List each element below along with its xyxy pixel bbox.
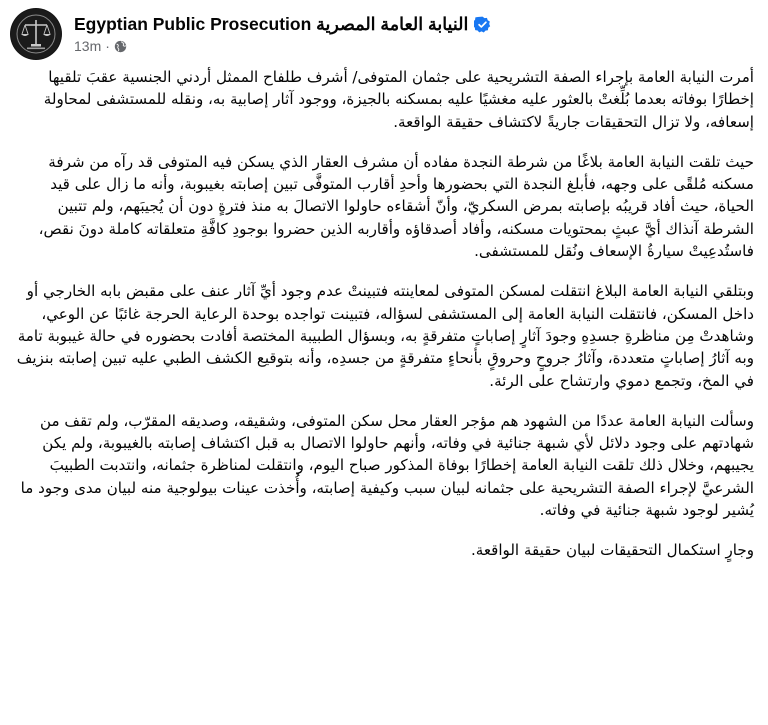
post-paragraph-5: وجارٍ استكمال التحقيقات لبيان حقيقة الواقعة. (470, 541, 754, 560)
post-paragraph-3: وبتلقي النيابة العامة البلاغ انتقلت لمسكن المتوفى لمعاينته فتبينتْ عدم وجود أيِّ آثار عنف على مقبض بابه الخارجي أو داخل المسكن، فانتقلت النيابة العامة إلى المستشفى لسؤاله، فتبينت تواجده بوحدة الرعاية الحرجة غائبًا عن الوعي، وشاهدتْ مِن مناظرةِ جسدِهِ وجودَ آثارٍ إصاباتٍ متفرقةٍ به، وبسؤال الطبيبة المختصة أفادت بحضوره في حالة غيبوبة تامة وبه آثارُ إصاباتٍ متعددة، وآثارُ جروحٍ وحروقٍ بأنحاءٍ متفرقةٍ من جسدِه، وأنه بتوقيع الكشف الطبي عليه تبين إصابته بنزيف في المخ، وتجمع دموي وارتشاح على الرئة. (16, 282, 754, 390)
post-paragraph-4: وسألت النيابة العامة عددًا من الشهود هم مؤجر العقار محل سكن المتوفى، وشقيقه، وصديقه المقرّب، ولم تقف من شهادتهم على وجود دلائل لأي شبهة جنائية في وفاته، وأنهم حاولوا الاتصال به قبل اكتشاف إصابته بالغيبوبة، ولم يكن يجيبهم، وخلال ذلك تلقت النيابة العامة إخطارًا بوفاة المذكور صباح اليوم، وانتقلت لمناظرة جثمانه، وانتدبت الطبيبَ الشرعيَّ لإجراء الصفة التشريحية على جثمانه لبيان سبب وكيفية إصابته، وأُخذت عينات بيولوجية منه لبيان مدى وجود ما يُشير لوجود شبهة جنائية في وفاته. (20, 411, 754, 520)
post-timestamp[interactable]: 13m (74, 38, 102, 54)
post-meta (74, 14, 491, 54)
post-text (10, 66, 754, 562)
scales-of-justice-logo (10, 8, 62, 60)
page-avatar[interactable] (10, 8, 62, 60)
post-paragraph-2: حيث تلقت النيابة العامة بلاغًا من شرطة النجدة مفاده أن مشرف العقار الذي يسكن فيه المتوفى قد رآه من شرفة مسكنه مُلقًى على وجهه، فأبلغ النجدة التي بحضورها وأحدِ أقارب المتوفَّى تبين إصابته بغيبوبة، وأنه ما زال على قيد الحياة، حيث أفاد قريبُه بإصابته بمرض السكريّ، وأنّ أشقاءه حاولوا الاتصالَ به منذ فترةٍ دون أن يُجيبَهم، ولم تتبين الشرطة آنذاك أيَّ عبثٍ بمحتويات مسكنه، وأفاد أصدقاؤه وأقاربه الذين حضروا بوجودِ كافَّةِ متعلقاته كاملة دونَ نقص، فاستُدعِيتْ سيارةُ الإسعاف ونُقل للمستشفى. (38, 152, 754, 261)
globe-icon[interactable] (114, 40, 127, 53)
meta-separator: · (105, 38, 110, 54)
page-name-link[interactable]: Egyptian Public Prosecution النيابة العامة المصرية (74, 14, 469, 34)
name-row (74, 14, 491, 35)
post-subline (74, 38, 491, 54)
post-header (10, 8, 491, 60)
post-paragraph-1: أمرت النيابة العامة بإجراء الصفة التشريحية على جثمان المتوفى/ أشرف طلفاح الممثل أردني الجنسية عقبَ تلقيها إخطارًا بوفاته بعدما بُلِّغتْ بالعثور عليه مغشيًا عليه بمسكنه بالجيزة، ووجود آثار إصابية به، ونقله للمستشفى لمحاولة إسعافه، ولا تزال التحقيقات جاريةً لاكتشاف حقيقة الواقعة. (43, 68, 754, 131)
verified-badge-icon (474, 16, 491, 33)
